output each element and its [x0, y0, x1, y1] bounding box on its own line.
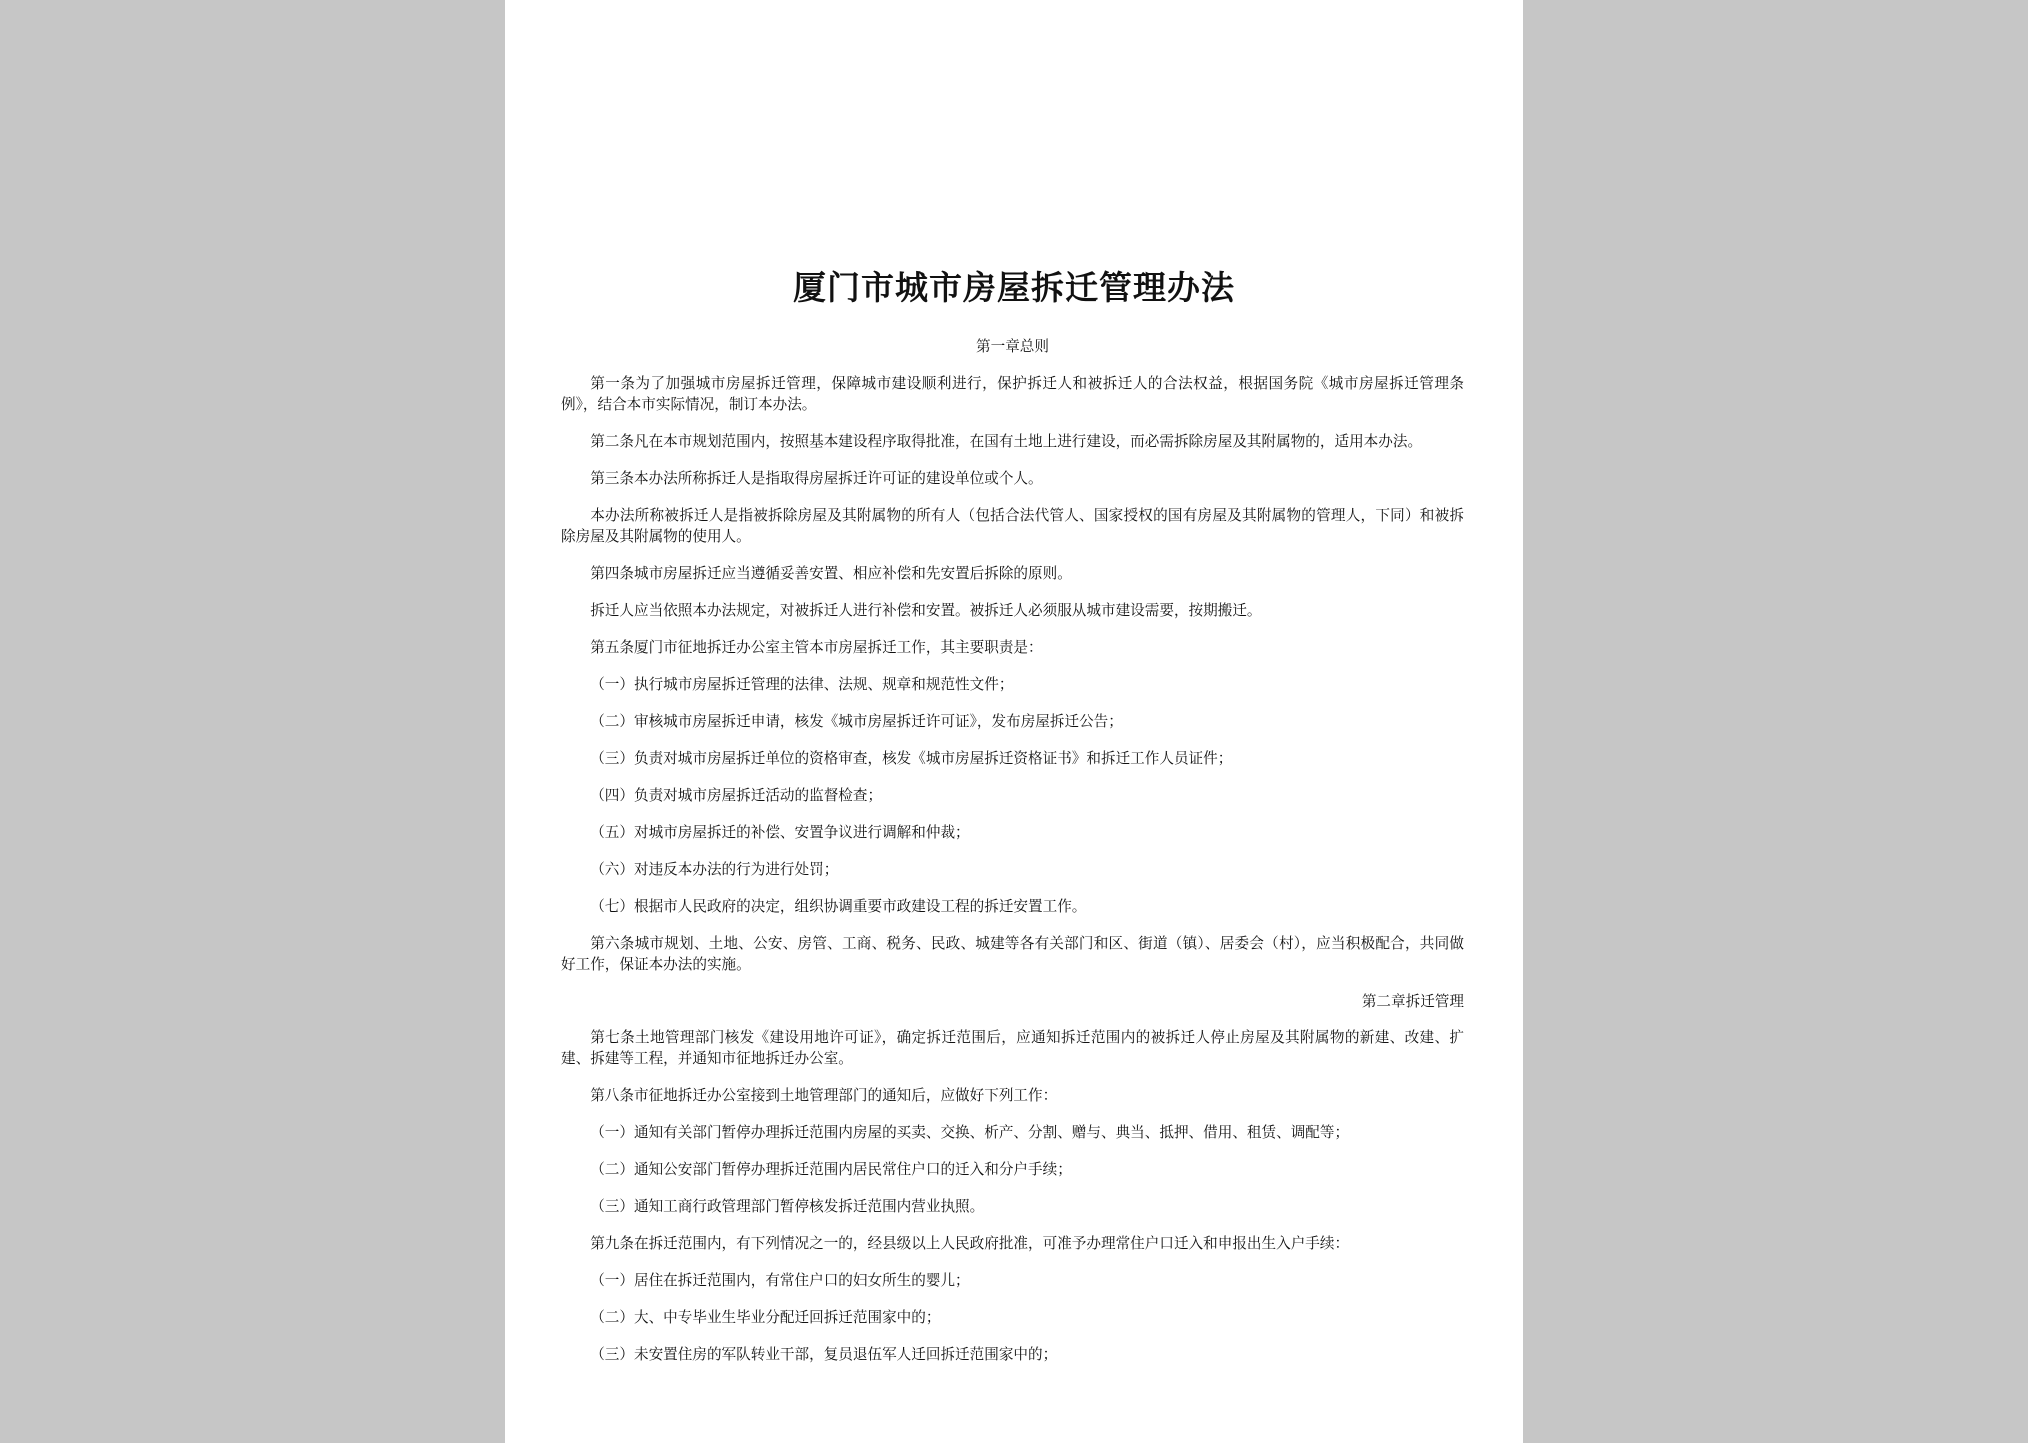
list-item: （六）对违反本办法的行为进行处罚；	[590, 861, 839, 878]
list-item: （三）通知工商行政管理部门暂停核发拆迁范围内营业执照。	[590, 1198, 985, 1215]
list-item: （七）根据市人民政府的决定，组织协调重要市政建设工程的拆迁安置工作。	[590, 898, 1087, 915]
document-body	[561, 336, 1464, 1381]
list-item: （三）负责对城市房屋拆迁单位的资格审查，核发《城市房屋拆迁资格证书》和拆迁工作人员证件；	[590, 750, 1233, 767]
chapter-heading: 第二章拆迁管理	[1361, 993, 1464, 1010]
article-paragraph: 第七条土地管理部门核发《建设用地许可证》，确定拆迁范围后，应通知拆迁范围内的被拆迁人停止房屋及其附属物的新建、改建、扩建、拆建等工程，并通知市征地拆迁办公室。	[561, 1029, 1464, 1067]
list-item: （一）执行城市房屋拆迁管理的法律、法规、规章和规范性文件；	[590, 676, 1014, 693]
chapter-heading: 第一章总则	[976, 338, 1049, 355]
article-paragraph: 第四条城市房屋拆迁应当遵循妥善安置、相应补偿和先安置后拆除的原则。	[590, 565, 1072, 582]
list-item: （二）审核城市房屋拆迁申请，核发《城市房屋拆迁许可证》，发布房屋拆迁公告；	[590, 713, 1123, 730]
article-paragraph: 第九条在拆迁范围内，有下列情况之一的，经县级以上人民政府批准，可准予办理常住户口迁入和申报出生入户手续：	[590, 1235, 1350, 1252]
article-paragraph: 第八条市征地拆迁办公室接到土地管理部门的通知后，应做好下列工作：	[590, 1087, 1058, 1104]
list-item: （二）大、中专毕业生毕业分配迁回拆迁范围家中的；	[590, 1309, 941, 1326]
article-paragraph: 第五条厦门市征地拆迁办公室主管本市房屋拆迁工作，其主要职责是：	[590, 639, 1043, 656]
article-paragraph: 本办法所称被拆迁人是指被拆除房屋及其附属物的所有人（包括合法代管人、国家授权的国有房屋及其附属物的管理人，下同）和被拆除房屋及其附属物的使用人。	[561, 507, 1464, 545]
article-paragraph: 第一条为了加强城市房屋拆迁管理，保障城市建设顺利进行，保护拆迁人和被拆迁人的合法权益，根据国务院《城市房屋拆迁管理条例》，结合本市实际情况，制订本办法。	[561, 375, 1464, 413]
document-title: 厦门市城市房屋拆迁管理办法	[793, 268, 1235, 307]
article-paragraph: 第三条本办法所称拆迁人是指取得房屋拆迁许可证的建设单位或个人。	[590, 470, 1043, 487]
list-item: （一）通知有关部门暂停办理拆迁范围内房屋的买卖、交换、析产、分割、赠与、典当、抵押、借用、租赁、调配等；	[590, 1124, 1350, 1141]
document-page	[505, 0, 1523, 1443]
article-paragraph: 第二条凡在本市规划范围内，按照基本建设程序取得批准，在国有土地上进行建设，而必需拆除房屋及其附属物的，适用本办法。	[590, 433, 1423, 450]
list-item: （一）居住在拆迁范围内，有常住户口的妇女所生的婴儿；	[590, 1272, 970, 1289]
list-item: （四）负责对城市房屋拆迁活动的监督检查；	[590, 787, 883, 804]
article-paragraph: 拆迁人应当依照本办法规定，对被拆迁人进行补偿和安置。被拆迁人必须服从城市建设需要，按期搬迁。	[590, 602, 1262, 619]
list-item: （二）通知公安部门暂停办理拆迁范围内居民常住户口的迁入和分户手续；	[590, 1161, 1072, 1178]
list-item: （三）未安置住房的军队转业干部，复员退伍军人迁回拆迁范围家中的；	[590, 1346, 1058, 1363]
article-paragraph: 第六条城市规划、土地、公安、房管、工商、税务、民政、城建等各有关部门和区、街道（镇）、居委会（村），应当积极配合，共同做好工作，保证本办法的实施。	[561, 935, 1464, 973]
list-item: （五）对城市房屋拆迁的补偿、安置争议进行调解和仲裁；	[590, 824, 970, 841]
